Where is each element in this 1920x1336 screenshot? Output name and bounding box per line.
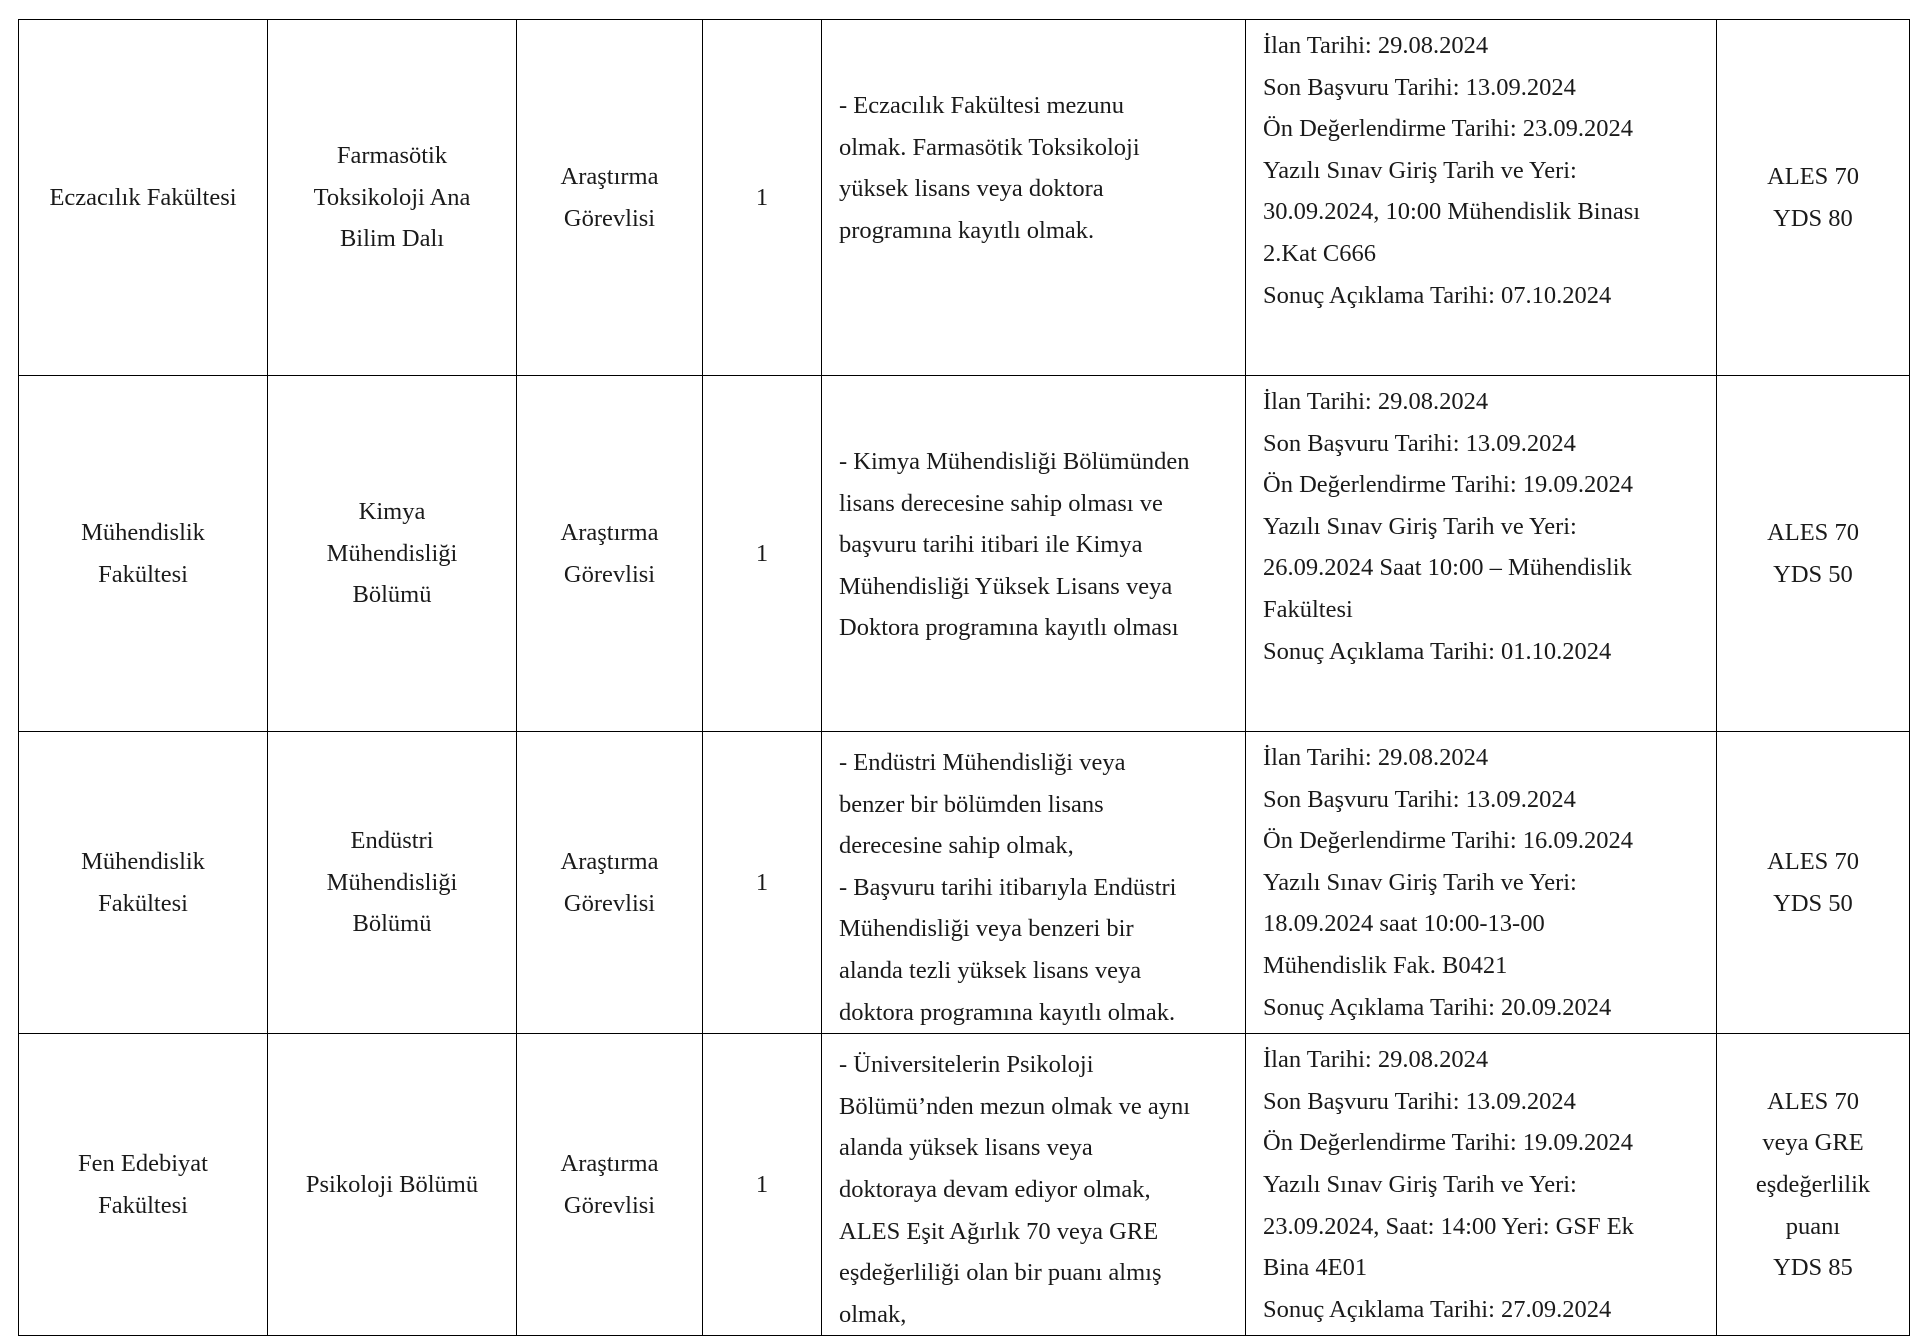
position-title-cell xyxy=(517,20,703,376)
dates-line: Yazılı Sınav Giriş Tarih ve Yeri: xyxy=(1263,1170,1577,1198)
position-count-value: 1 xyxy=(755,539,769,567)
department-line: Endüstri xyxy=(350,827,434,855)
faculty-line: Eczacılık Fakültesi xyxy=(49,183,237,211)
score-requirements-line: YDS 50 xyxy=(1773,889,1853,917)
requirements-line: olmak, xyxy=(839,1300,907,1328)
requirements-line: lisans derecesine sahip olması ve xyxy=(839,489,1163,517)
position-count-cell xyxy=(703,376,822,732)
dates-line: 26.09.2024 Saat 10:00 – Mühendislik xyxy=(1263,554,1632,582)
department-line: Mühendisliği xyxy=(326,539,458,567)
table-row xyxy=(19,20,1910,376)
score-requirements-line: ALES 70 xyxy=(1767,1087,1859,1115)
dates-line: 23.09.2024, Saat: 14:00 Yeri: GSF Ek xyxy=(1263,1212,1634,1240)
department-line: Mühendisliği xyxy=(326,868,458,896)
score-requirements-line: ALES 70 xyxy=(1767,847,1859,875)
score-requirements-cell xyxy=(1717,20,1910,376)
faculty-line: Mühendislik xyxy=(81,518,205,546)
department-line: Bölümü xyxy=(352,581,432,609)
dates-line: Son Başvuru Tarihi: 13.09.2024 xyxy=(1263,1087,1576,1115)
faculty-line: Fen Edebiyat xyxy=(78,1150,208,1178)
score-requirements-cell xyxy=(1717,1034,1910,1336)
faculty-line: Fakültesi xyxy=(98,560,188,588)
position-title-line: Görevlisi xyxy=(563,1191,656,1219)
department-line: Psikoloji Bölümü xyxy=(305,1170,479,1198)
department-line: Bilim Dalı xyxy=(339,225,445,253)
requirements-line: olmak. Farmasötik Toksikoloji xyxy=(839,133,1140,161)
table-row xyxy=(19,732,1910,1034)
table-row xyxy=(19,1034,1910,1336)
department-line: Farmasötik xyxy=(336,142,448,170)
requirements-line: - Üniversitelerin Psikoloji xyxy=(839,1051,1094,1079)
requirements-cell xyxy=(822,376,1246,732)
requirements-line: başvuru tarihi itibari ile Kimya xyxy=(839,531,1143,559)
department-line: Toksikoloji Ana xyxy=(313,183,471,211)
position-title-line: Görevlisi xyxy=(563,560,656,588)
position-title-cell xyxy=(517,1034,703,1336)
position-count-cell xyxy=(703,1034,822,1336)
department-cell xyxy=(268,1034,517,1336)
position-count-cell xyxy=(703,20,822,376)
requirements-line: Bölümü’nden mezun olmak ve aynı xyxy=(839,1092,1191,1120)
position-title-line: Görevlisi xyxy=(563,889,656,917)
faculty-line: Fakültesi xyxy=(98,889,188,917)
score-requirements-line: veya GRE xyxy=(1762,1129,1864,1157)
faculty-cell xyxy=(19,376,268,732)
position-title-cell xyxy=(517,376,703,732)
score-requirements-cell xyxy=(1717,376,1910,732)
department-line: Bölümü xyxy=(352,910,432,938)
dates-line: Sonuç Açıklama Tarihi: 20.09.2024 xyxy=(1263,993,1612,1021)
requirements-line: ALES Eşit Ağırlık 70 veya GRE xyxy=(839,1217,1159,1245)
position-count-value: 1 xyxy=(755,1170,769,1198)
announcement-table xyxy=(18,19,1910,1336)
dates-line: 2.Kat C666 xyxy=(1263,239,1376,267)
dates-line: İlan Tarihi: 29.08.2024 xyxy=(1263,32,1489,59)
requirements-line: Mühendisliği veya benzeri bir xyxy=(839,915,1134,943)
dates-line: Yazılı Sınav Giriş Tarih ve Yeri: xyxy=(1263,156,1577,184)
dates-cell xyxy=(1246,376,1717,732)
dates-line: İlan Tarihi: 29.08.2024 xyxy=(1263,1046,1489,1074)
dates-line: Mühendislik Fak. B0421 xyxy=(1263,951,1508,979)
requirements-line: - Eczacılık Fakültesi mezunu xyxy=(839,92,1125,119)
department-line: Kimya xyxy=(358,498,426,526)
dates-line: Yazılı Sınav Giriş Tarih ve Yeri: xyxy=(1263,512,1577,540)
dates-cell xyxy=(1246,1034,1717,1336)
requirements-line: alanda tezli yüksek lisans veya xyxy=(839,956,1142,984)
dates-line: Sonuç Açıklama Tarihi: 07.10.2024 xyxy=(1263,281,1612,309)
table-row xyxy=(19,376,1910,732)
requirements-line: derecesine sahip olmak, xyxy=(839,832,1074,860)
score-requirements-line: YDS 50 xyxy=(1773,560,1853,588)
dates-cell xyxy=(1246,20,1717,376)
dates-line: İlan Tarihi: 29.08.2024 xyxy=(1263,388,1489,415)
requirements-line: Doktora programına kayıtlı olması xyxy=(839,614,1179,642)
score-requirements-line: YDS 80 xyxy=(1773,204,1853,232)
dates-line: Sonuç Açıklama Tarihi: 27.09.2024 xyxy=(1263,1295,1612,1323)
score-requirements-line: eşdeğerlilik xyxy=(1755,1170,1871,1198)
faculty-cell xyxy=(19,20,268,376)
position-title-line: Araştırma xyxy=(560,847,659,875)
requirements-line: doktora programına kayıtlı olmak. xyxy=(839,998,1176,1026)
dates-line: 18.09.2024 saat 10:00-13-00 xyxy=(1263,910,1545,938)
dates-line: Son Başvuru Tarihi: 13.09.2024 xyxy=(1263,429,1576,457)
dates-line: Sonuç Açıklama Tarihi: 01.10.2024 xyxy=(1263,637,1612,665)
dates-line: Son Başvuru Tarihi: 13.09.2024 xyxy=(1263,785,1576,813)
faculty-cell xyxy=(19,732,268,1034)
faculty-line: Fakültesi xyxy=(98,1191,188,1219)
score-requirements-line: ALES 70 xyxy=(1767,518,1859,546)
requirements-cell xyxy=(822,20,1246,376)
department-cell xyxy=(268,376,517,732)
position-count-cell xyxy=(703,732,822,1034)
department-cell xyxy=(268,732,517,1034)
position-title-line: Görevlisi xyxy=(563,204,656,232)
score-requirements-cell xyxy=(1717,732,1910,1034)
requirements-cell xyxy=(822,732,1246,1034)
dates-line: 30.09.2024, 10:00 Mühendislik Binası xyxy=(1263,198,1641,226)
dates-line: Bina 4E01 xyxy=(1263,1254,1368,1282)
faculty-cell xyxy=(19,1034,268,1336)
dates-line: Son Başvuru Tarihi: 13.09.2024 xyxy=(1263,73,1576,101)
requirements-line: alanda yüksek lisans veya xyxy=(839,1134,1093,1162)
dates-line: Ön Değerlendirme Tarihi: 19.09.2024 xyxy=(1263,471,1634,499)
dates-line: Ön Değerlendirme Tarihi: 23.09.2024 xyxy=(1263,115,1634,143)
requirements-line: benzer bir bölümden lisans xyxy=(839,790,1104,818)
dates-line: Fakültesi xyxy=(1263,595,1353,623)
dates-line: Yazılı Sınav Giriş Tarih ve Yeri: xyxy=(1263,868,1577,896)
position-count-value: 1 xyxy=(755,183,769,211)
dates-cell xyxy=(1246,732,1717,1034)
position-title-line: Araştırma xyxy=(560,1150,659,1178)
position-title-cell xyxy=(517,732,703,1034)
requirements-line: eşdeğerliliği olan bir puanı almış xyxy=(839,1259,1162,1287)
position-count-value: 1 xyxy=(755,868,769,896)
score-requirements-line: ALES 70 xyxy=(1767,162,1859,190)
requirements-cell xyxy=(822,1034,1246,1336)
requirements-line: programına kayıtlı olmak. xyxy=(839,216,1095,244)
requirements-line: Mühendisliği Yüksek Lisans veya xyxy=(839,572,1173,600)
dates-line: Ön Değerlendirme Tarihi: 19.09.2024 xyxy=(1263,1129,1634,1157)
requirements-line: yüksek lisans veya doktora xyxy=(839,175,1104,203)
faculty-line: Mühendislik xyxy=(81,847,205,875)
score-requirements-line: puanı xyxy=(1785,1212,1841,1240)
position-title-line: Araştırma xyxy=(560,518,659,546)
requirements-line: - Endüstri Mühendisliği veya xyxy=(839,749,1126,776)
position-title-line: Araştırma xyxy=(560,162,659,190)
department-cell xyxy=(268,20,517,376)
dates-line: İlan Tarihi: 29.08.2024 xyxy=(1263,744,1489,771)
requirements-line: doktoraya devam ediyor olmak, xyxy=(839,1175,1151,1203)
table-body xyxy=(19,20,1910,1336)
requirements-line: - Başvuru tarihi itibarıyla Endüstri xyxy=(839,873,1177,901)
requirements-line: - Kimya Mühendisliği Bölümünden xyxy=(839,448,1190,475)
dates-line: Ön Değerlendirme Tarihi: 16.09.2024 xyxy=(1263,827,1634,855)
score-requirements-line: YDS 85 xyxy=(1773,1254,1853,1282)
